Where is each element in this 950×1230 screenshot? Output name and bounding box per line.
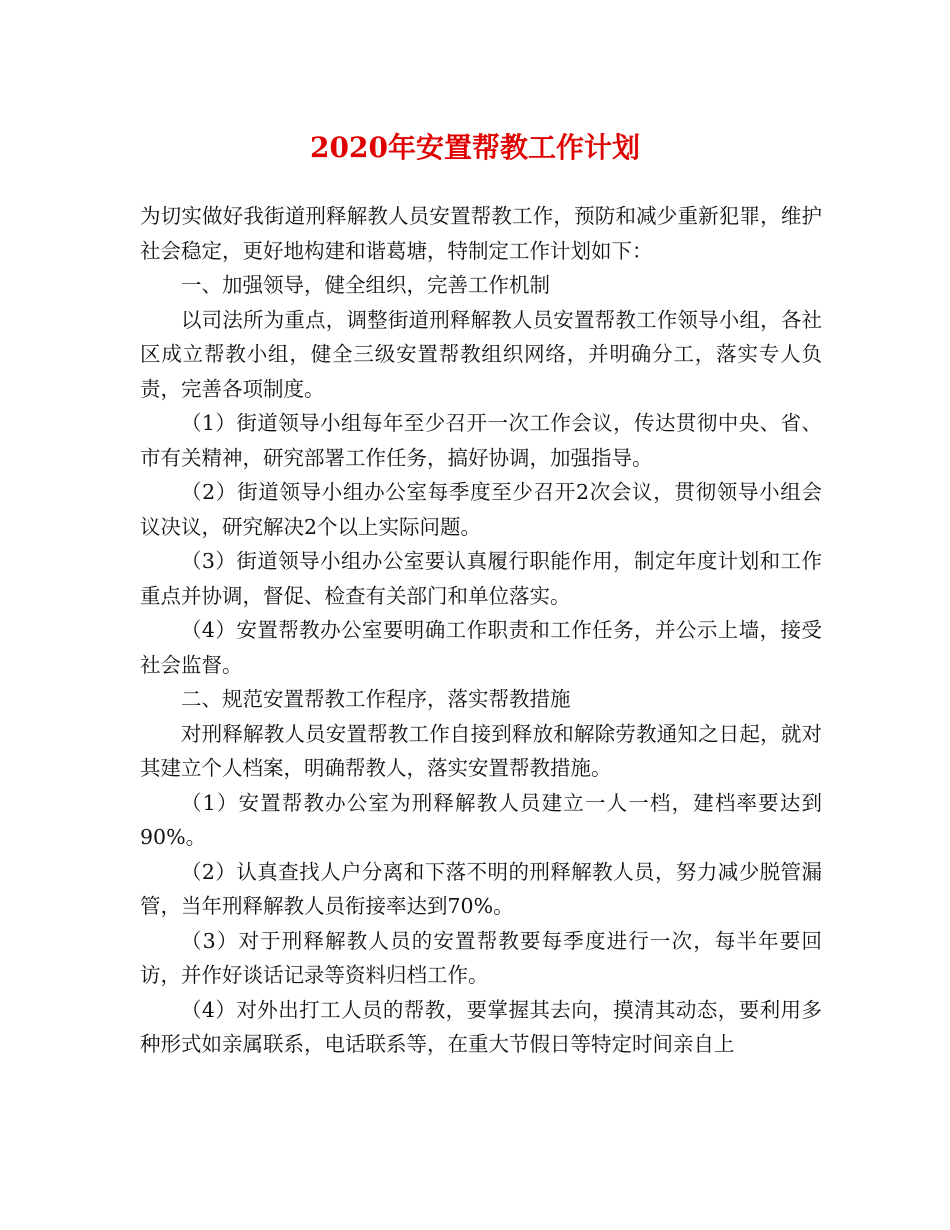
- document-paragraph: （4）对外出打工人员的帮教，要掌握其去向，摸清其动态，要利用多种形式如亲属联系，电话联系等，在重大节假日等特定时间亲自上: [140, 997, 822, 1056]
- document-paragraph: 二、规范安置帮教工作程序，落实帮教措施: [181, 687, 571, 711]
- document-paragraph: （1）街道领导小组每年至少召开一次工作会议，传达贯彻中央、省、市有关精神，研究部署工作任务，搞好协调，加强指导。: [140, 411, 822, 470]
- document-paragraph: （1）安置帮教办公室为刑释解教人员建立一人一档，建档率要达到90%。: [140, 790, 822, 849]
- document-body: [140, 199, 822, 1062]
- document-paragraph: （2）认真查找人户分离和下落不明的刑释解教人员，努力减少脱管漏管，当年刑释解教人员衔接率达到70%。: [140, 859, 822, 918]
- document-paragraph: （2）街道领导小组办公室每季度至少召开2次会议，贯彻领导小组会议决议，研究解决2个以上实际问题。: [140, 480, 822, 539]
- document-paragraph: 为切实做好我街道刑释解教人员安置帮教工作，预防和减少重新犯罪，维护社会稳定，更好地构建和谐葛塘，特制定工作计划如下：: [140, 204, 822, 263]
- document-paragraph: 一、加强领导，健全组织，完善工作机制: [181, 273, 550, 297]
- document-paragraph: 以司法所为重点，调整街道刑释解教人员安置帮教工作领导小组，各社区成立帮教小组，健全三级安置帮教组织网络，并明确分工，落实专人负责，完善各项制度。: [140, 307, 822, 401]
- document-paragraph: （4）安置帮教办公室要明确工作职责和工作任务，并公示上墙，接受社会监督。: [140, 618, 822, 677]
- document-paragraph: （3）对于刑释解教人员的安置帮教要每季度进行一次，每半年要回访，并作好谈话记录等资料归档工作。: [140, 928, 822, 987]
- document-paragraph: （3）街道领导小组办公室要认真履行职能作用，制定年度计划和工作重点并协调，督促、检查有关部门和单位落实。: [140, 549, 822, 608]
- document-paragraph: 对刑释解教人员安置帮教工作自接到释放和解除劳教通知之日起，就对其建立个人档案，明确帮教人，落实安置帮教措施。: [140, 721, 822, 780]
- document-title: 2020年安置帮教工作计划: [310, 131, 640, 164]
